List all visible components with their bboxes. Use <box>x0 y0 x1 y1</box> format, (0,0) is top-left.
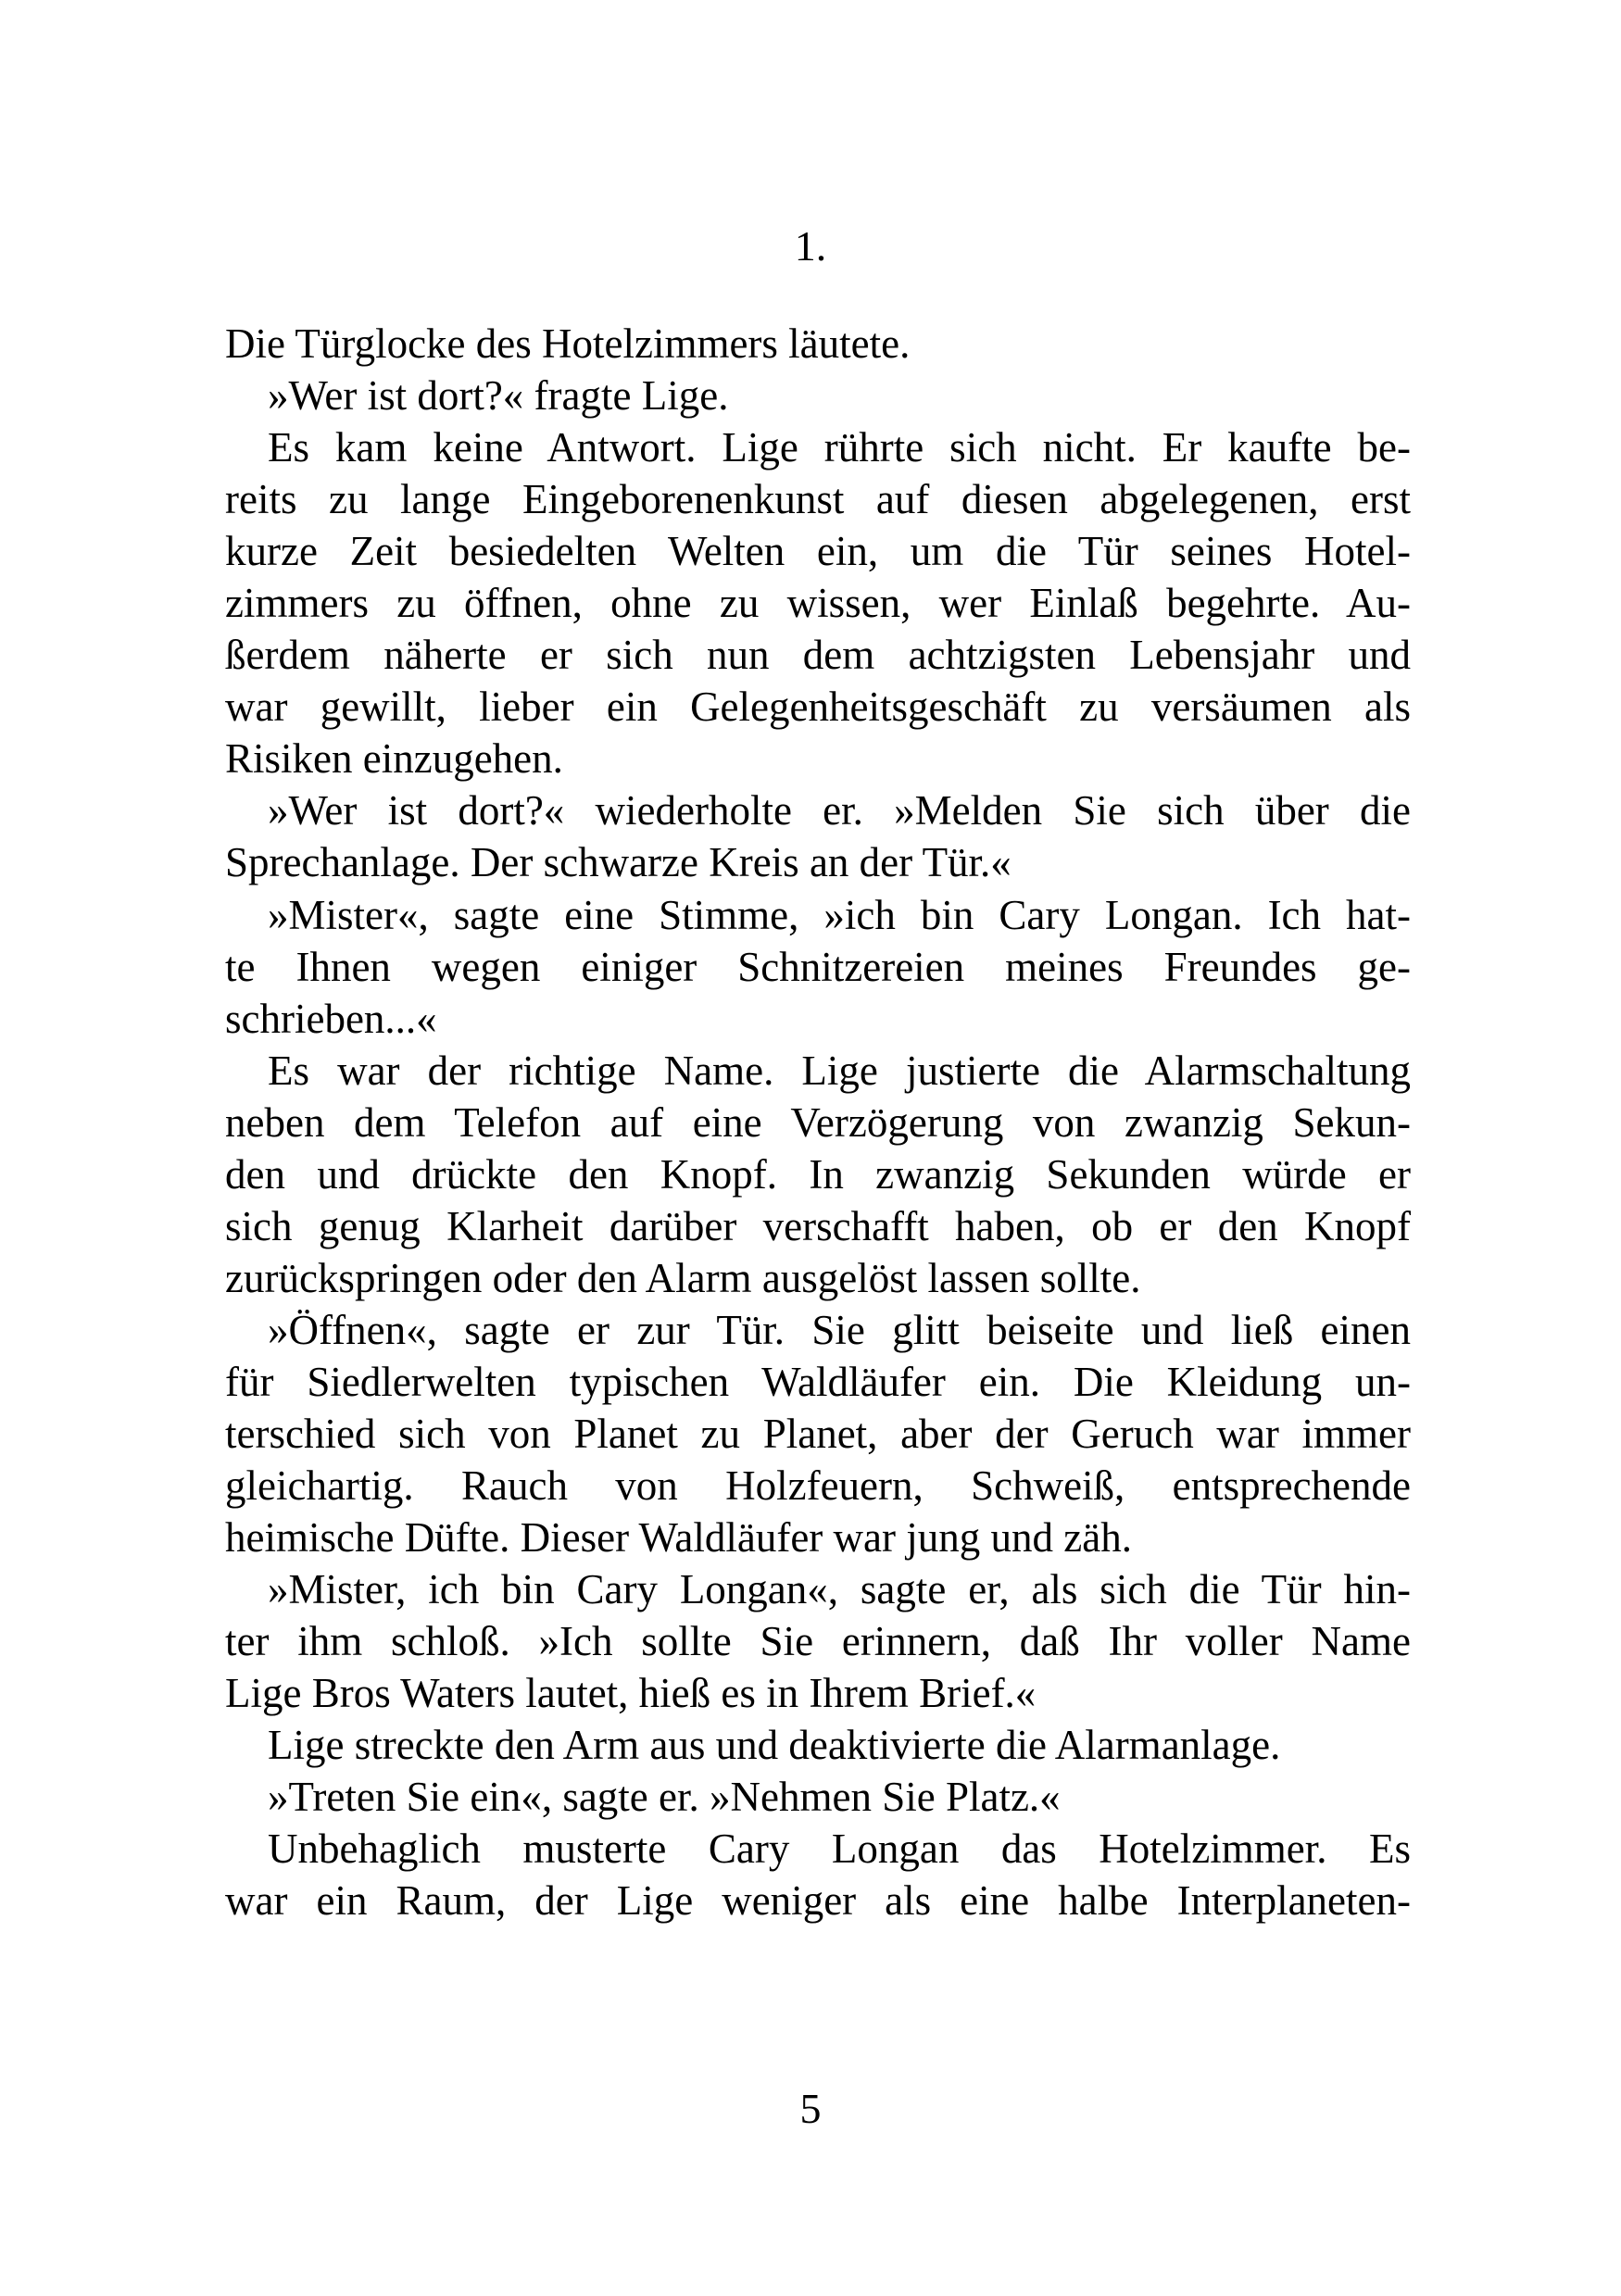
text-line: neben dem Telefon auf eine Verzögerung von zwanzig Sekun- <box>225 1098 1411 1146</box>
text-line: schrieben...« <box>225 995 437 1042</box>
text-line: für Siedlerwelten typischen Waldläufer ein. Die Kleidung un- <box>225 1358 1411 1405</box>
text-line: Lige Bros Waters lautet, hieß es in Ihrem Brief.« <box>225 1670 1037 1717</box>
text-line: Es kam keine Antwort. Lige rührte sich nicht. Er kaufte be- <box>268 424 1411 471</box>
text-line: »Wer ist dort?« wiederholte er. »Melden Sie sich über die <box>268 787 1411 834</box>
text-line: Es war der richtige Name. Lige justierte die Alarmschaltung <box>268 1047 1411 1094</box>
text-line: Unbehaglich musterte Cary Longan das Hotelzimmer. Es <box>268 1826 1411 1873</box>
text-line: Risiken einzugehen. <box>225 735 563 783</box>
text-line: ßerdem näherte er sich nun dem achtzigsten Lebensjahr und <box>225 632 1411 679</box>
text-line: gleichartig. Rauch von Holzfeuern, Schweiß, entsprechende <box>225 1462 1411 1510</box>
chapter-number: 1. <box>794 222 827 270</box>
text-line: »Treten Sie ein«, sagte er. »Nehmen Sie Platz.« <box>268 1774 1061 1821</box>
text-line: terschied sich von Planet zu Planet, aber der Geruch war immer <box>225 1410 1411 1457</box>
text-line: sich genug Klarheit darüber verschafft haben, ob er den Knopf <box>225 1202 1411 1249</box>
text-line: »Wer ist dort?« fragte Lige. <box>268 372 729 420</box>
text-line: heimische Düfte. Dieser Waldläufer war jung und zäh. <box>225 1514 1132 1562</box>
text-line: »Mister, ich bin Cary Longan«, sagte er, als sich die Tür hin- <box>268 1566 1411 1613</box>
text-line: reits zu lange Eingeborenenkunst auf diesen abgelegenen, erst <box>225 476 1411 523</box>
text-line: zurückspringen oder den Alarm ausgelöst lassen sollte. <box>225 1254 1141 1301</box>
text-line: ter ihm schloß. »Ich sollte Sie erinnern, daß Ihr voller Name <box>225 1618 1411 1665</box>
text-line: Die Türglocke des Hotelzimmers läutete. <box>225 320 911 367</box>
text-line: war ein Raum, der Lige weniger als eine halbe Interplaneten- <box>225 1877 1411 1925</box>
page-number: 5 <box>799 2085 822 2132</box>
text-line: den und drückte den Knopf. In zwanzig Sekunden würde er <box>225 1150 1411 1198</box>
text-line: »Mister«, sagte eine Stimme, »ich bin Cary Longan. Ich hat- <box>268 891 1411 938</box>
text-line: zimmers zu öffnen, ohne zu wissen, wer Einlaß begehrte. Au- <box>225 580 1411 627</box>
text-line: war gewillt, lieber ein Gelegenheitsgeschäft zu versäumen als <box>225 684 1411 731</box>
text-line: Sprechanlage. Der schwarze Kreis an der Tür.« <box>225 839 1012 886</box>
text-line: »Öffnen«, sagte er zur Tür. Sie glitt beiseite und ließ einen <box>268 1306 1411 1353</box>
text-line: te Ihnen wegen einiger Schnitzereien meines Freundes ge- <box>225 943 1411 990</box>
text-line: Lige streckte den Arm aus und deaktivierte die Alarmanlage. <box>268 1722 1281 1769</box>
body-text <box>225 318 1411 1926</box>
text-line: kurze Zeit besiedelten Welten ein, um die Tür seines Hotel- <box>225 528 1411 575</box>
